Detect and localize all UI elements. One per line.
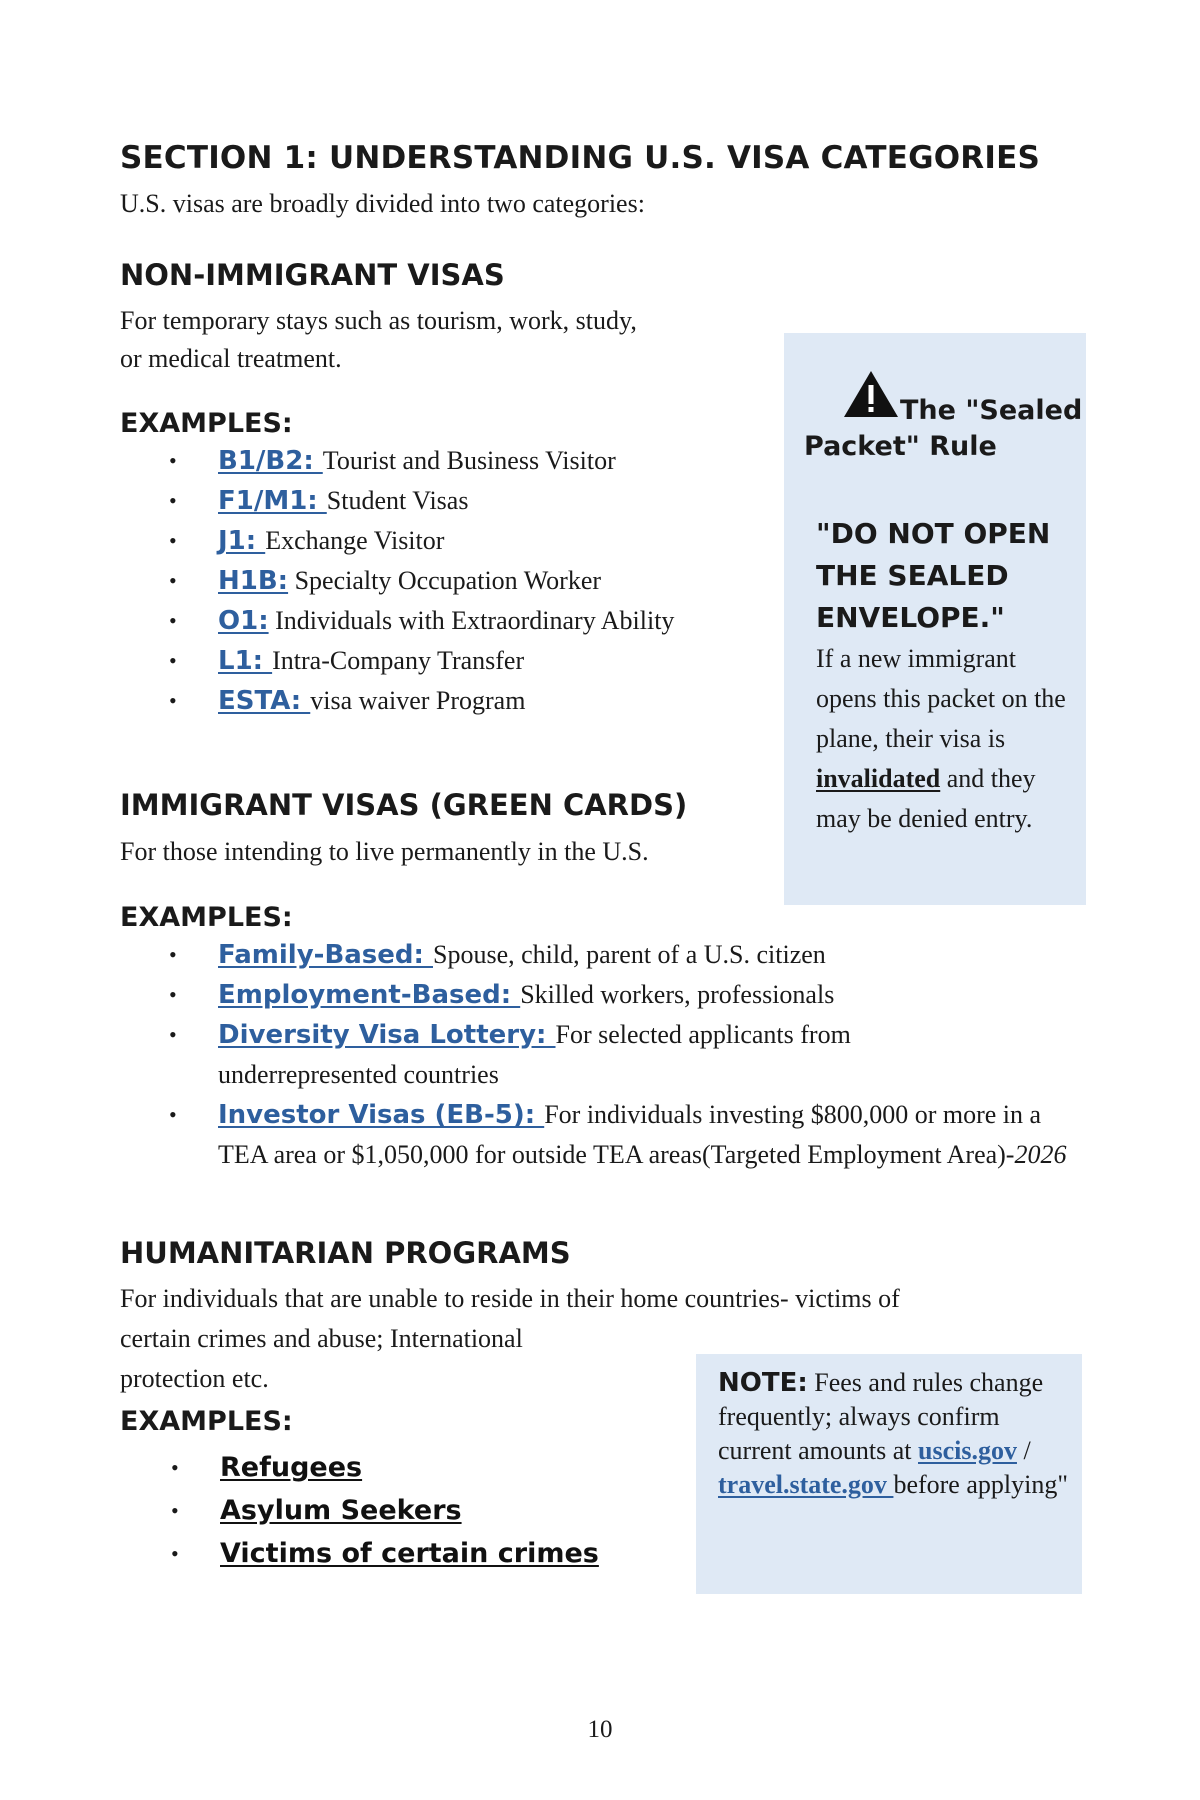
sealed-text-after: and they may be denied entry. [816,764,1036,833]
item-text: For selected applicants from underrepresented countries [218,1020,851,1089]
term-investor-eb5: Investor Visas (EB-5): [218,1100,545,1130]
list-item: • F1/M1: Student Visas [169,486,469,516]
uscis-link[interactable]: uscis.gov [918,1436,1017,1465]
term-victims-crimes: Victims of certain crimes [220,1538,599,1569]
list-item: • O1: Individuals with Extraordinary Ability [169,606,675,636]
item-italic-year: 2026 [1014,1140,1067,1169]
sealed-packet-box [784,333,1086,905]
term-h1b: H1B: [218,566,289,596]
term-asylum-seekers: Asylum Seekers [220,1495,462,1526]
list-item: • H1B: Specialty Occupation Worker [169,566,602,596]
term-f1m1: F1/M1: [218,486,327,516]
humanitarian-examples-label: EXAMPLES: [120,1406,293,1437]
sealed-title-part1: The "Sealed [900,395,1083,426]
note-box [696,1354,1082,1594]
intro-text: U.S. visas are broadly divided into two categories: [120,189,645,218]
term-refugees: Refugees [220,1452,363,1483]
item-text: Individuals with Extraordinary Ability [268,606,675,635]
list-item: • Investor Visas (EB-5): For individuals investing $800,000 or more in a TEA area or $1,050,000 for outside TEA areas(Targeted Employment Area)-2026 [169,1100,1067,1169]
list-item: • J1: Exchange Visitor [169,526,445,556]
sealed-title-part2: Packet" Rule [804,431,997,462]
item-text: Intra-Company Transfer [272,646,525,675]
list-item: • B1/B2: Tourist and Business Visitor [169,446,616,476]
item-text: Spouse, child, parent of a U.S. citizen [432,940,826,969]
immigrant-examples-label: EXAMPLES: [120,902,293,933]
sealed-text-before: If a new immigrant opens this packet on the plane, their visa is [816,644,1066,753]
item-text: For individuals investing $800,000 or more in a TEA area or $1,050,000 for outside TEA areas(Targeted Employment Area)- [218,1100,1042,1169]
term-esta: ESTA: [218,686,311,716]
term-l1: L1: [218,646,273,676]
nonimmigrant-list [169,441,778,721]
travel-state-link[interactable]: travel.state.gov [718,1470,894,1499]
humanitarian-list [171,1446,680,1575]
term-family-based: Family-Based: [218,940,433,970]
sealed-emphasis: invalidated [816,764,941,793]
humanitarian-desc-line2: certain crimes and abuse; International [120,1324,523,1353]
note-body [718,1366,1068,1502]
item-text: Student Visas [326,486,469,515]
note-label: NOTE: [718,1368,808,1398]
list-item: • ESTA: visa waiver Program [169,686,526,716]
list-item: • Asylum Seekers [171,1495,462,1526]
immigrant-heading: IMMIGRANT VISAS (GREEN CARDS) [120,788,688,822]
item-text: Exchange Visitor [265,526,445,555]
term-b1b2: B1/B2: [218,446,323,476]
note-separator: / [1016,1436,1031,1465]
humanitarian-desc-line1: For individuals that are unable to reside in their home countries- victims of [120,1284,900,1313]
list-item: • Victims of certain crimes [171,1538,599,1569]
list-item: • Diversity Visa Lottery: For selected applicants from underrepresented countries [169,1020,851,1089]
sealed-body [816,639,1078,839]
humanitarian-desc-line3: protection etc. [120,1364,269,1393]
nonimmigrant-examples-label: EXAMPLES: [120,408,293,439]
note-text2: before applying" [893,1470,1068,1499]
list-item: • Employment-Based: Skilled workers, professionals [169,980,835,1010]
term-o1: O1: [218,606,269,636]
item-text: Specialty Occupation Worker [288,566,602,595]
nonimmigrant-heading: NON-IMMIGRANT VISAS [120,258,505,292]
immigrant-list [169,935,1078,1175]
list-item: • Family-Based: Spouse, child, parent of a U.S. citizen [169,940,826,970]
sealed-quote: "DO NOT OPEN THE SEALED ENVELOPE." [816,517,1051,634]
note-text1: Fees and rules change frequently; always confirm current amounts at [718,1368,1044,1465]
page-number: 10 [587,1716,613,1743]
item-text: visa waiver Program [310,686,526,715]
humanitarian-heading: HUMANITARIAN PROGRAMS [120,1236,571,1270]
section-title: SECTION 1: UNDERSTANDING U.S. VISA CATEGORIES [120,140,1040,176]
term-j1: J1: [218,526,266,556]
list-item: • L1: Intra-Company Transfer [169,646,525,676]
warning-triangle-icon [842,369,900,419]
item-text: Tourist and Business Visitor [322,446,616,475]
nonimmigrant-desc-line2: or medical treatment. [120,344,342,373]
item-text: Skilled workers, professionals [520,980,835,1009]
list-item: • Refugees [171,1452,363,1483]
nonimmigrant-desc-line1: For temporary stays such as tourism, work, study, [120,306,637,335]
term-diversity-lottery: Diversity Visa Lottery: [218,1020,556,1050]
immigrant-desc: For those intending to live permanently in the U.S. [120,837,649,866]
term-employment-based: Employment-Based: [218,980,521,1010]
